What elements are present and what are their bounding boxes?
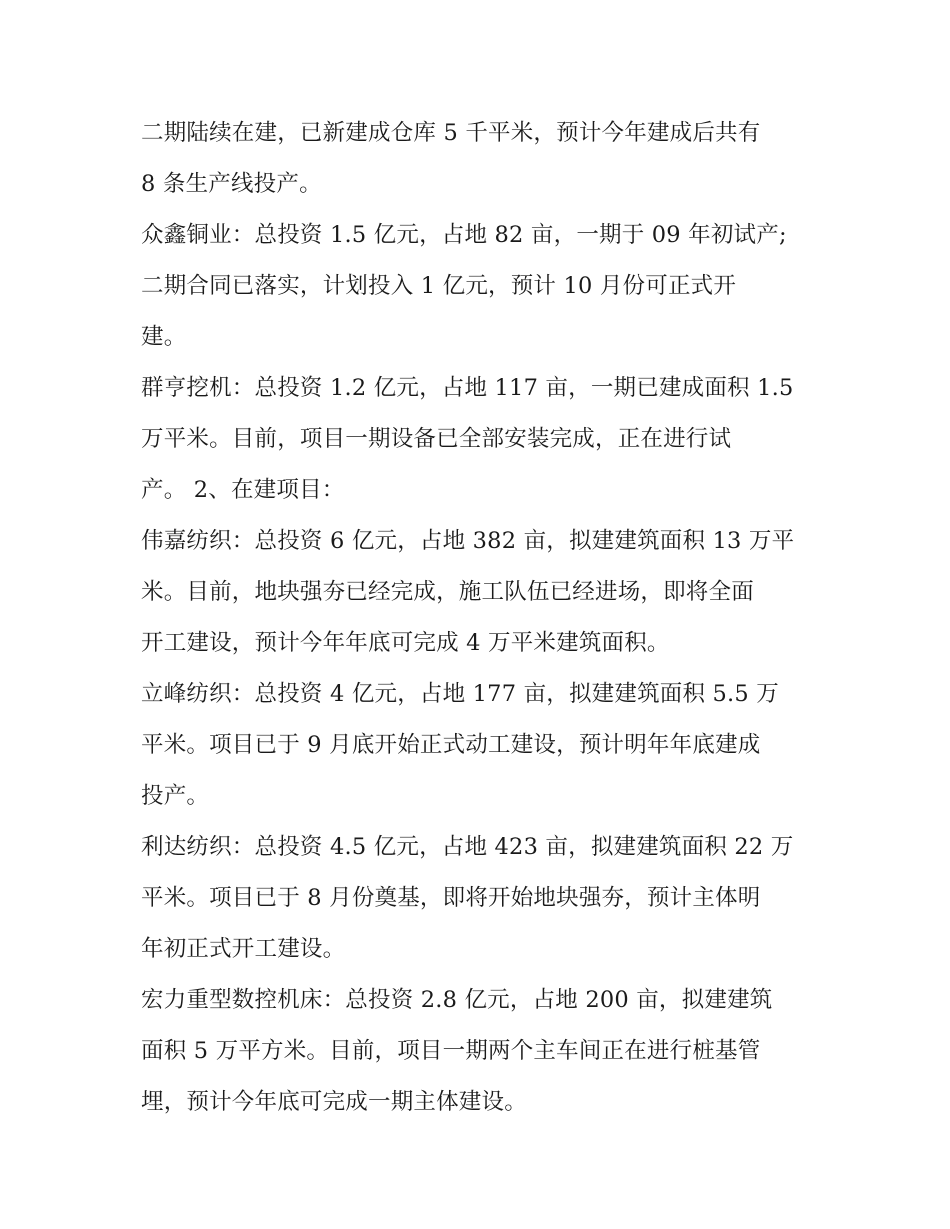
document-body — [141, 108, 813, 1128]
text-line: 二期陆续在建，已新建成仓库 5 千平米，预计今年建成后共有 — [141, 120, 761, 146]
text-line: 众鑫铜业：总投资 1.5 亿元，占地 82 亩，一期于 09 年初试产; — [141, 222, 787, 248]
text-line: 投产。 — [141, 783, 210, 809]
text-line: 二期合同已落实，计划投入 1 亿元，预计 10 月份可正式开 — [141, 273, 737, 299]
text-line: 建。 — [141, 324, 187, 350]
text-line: 面积 5 万平方米。目前，项目一期两个主车间正在进行桩基管 — [141, 1038, 761, 1064]
text-line: 埋，预计今年底可完成一期主体建设。 — [141, 1089, 527, 1115]
text-line: 立峰纺织：总投资 4 亿元，占地 177 亩，拟建建筑面积 5.5 万 — [141, 681, 779, 707]
text-line: 米。目前，地块强夯已经完成，施工队伍已经进场，即将全面 — [141, 579, 754, 605]
text-line: 产。 2、在建项目： — [141, 477, 345, 503]
text-line: 8 条生产线投产。 — [141, 171, 322, 197]
text-line: 年初正式开工建设。 — [141, 936, 346, 962]
text-line: 平米。项目已于 8 月份奠基，即将开始地块强夯，预计主体明 — [141, 885, 761, 911]
text-line: 伟嘉纺织：总投资 6 亿元，占地 382 亩，拟建建筑面积 13 万平 — [141, 528, 795, 554]
text-line: 宏力重型数控机床：总投资 2.8 亿元，占地 200 亩，拟建建筑 — [141, 987, 773, 1013]
text-line: 利达纺织：总投资 4.5 亿元，占地 423 亩，拟建建筑面积 22 万 — [141, 834, 794, 860]
text-line: 平米。项目已于 9 月底开始正式动工建设，预计明年年底建成 — [141, 732, 761, 758]
text-line: 群亨挖机：总投资 1.2 亿元，占地 117 亩，一期已建成面积 1.5 — [141, 375, 794, 401]
text-line: 开工建设，预计今年年底可完成 4 万平米建筑面积。 — [141, 630, 670, 656]
text-line: 万平米。目前，项目一期设备已全部安装完成，正在进行试 — [141, 426, 732, 452]
